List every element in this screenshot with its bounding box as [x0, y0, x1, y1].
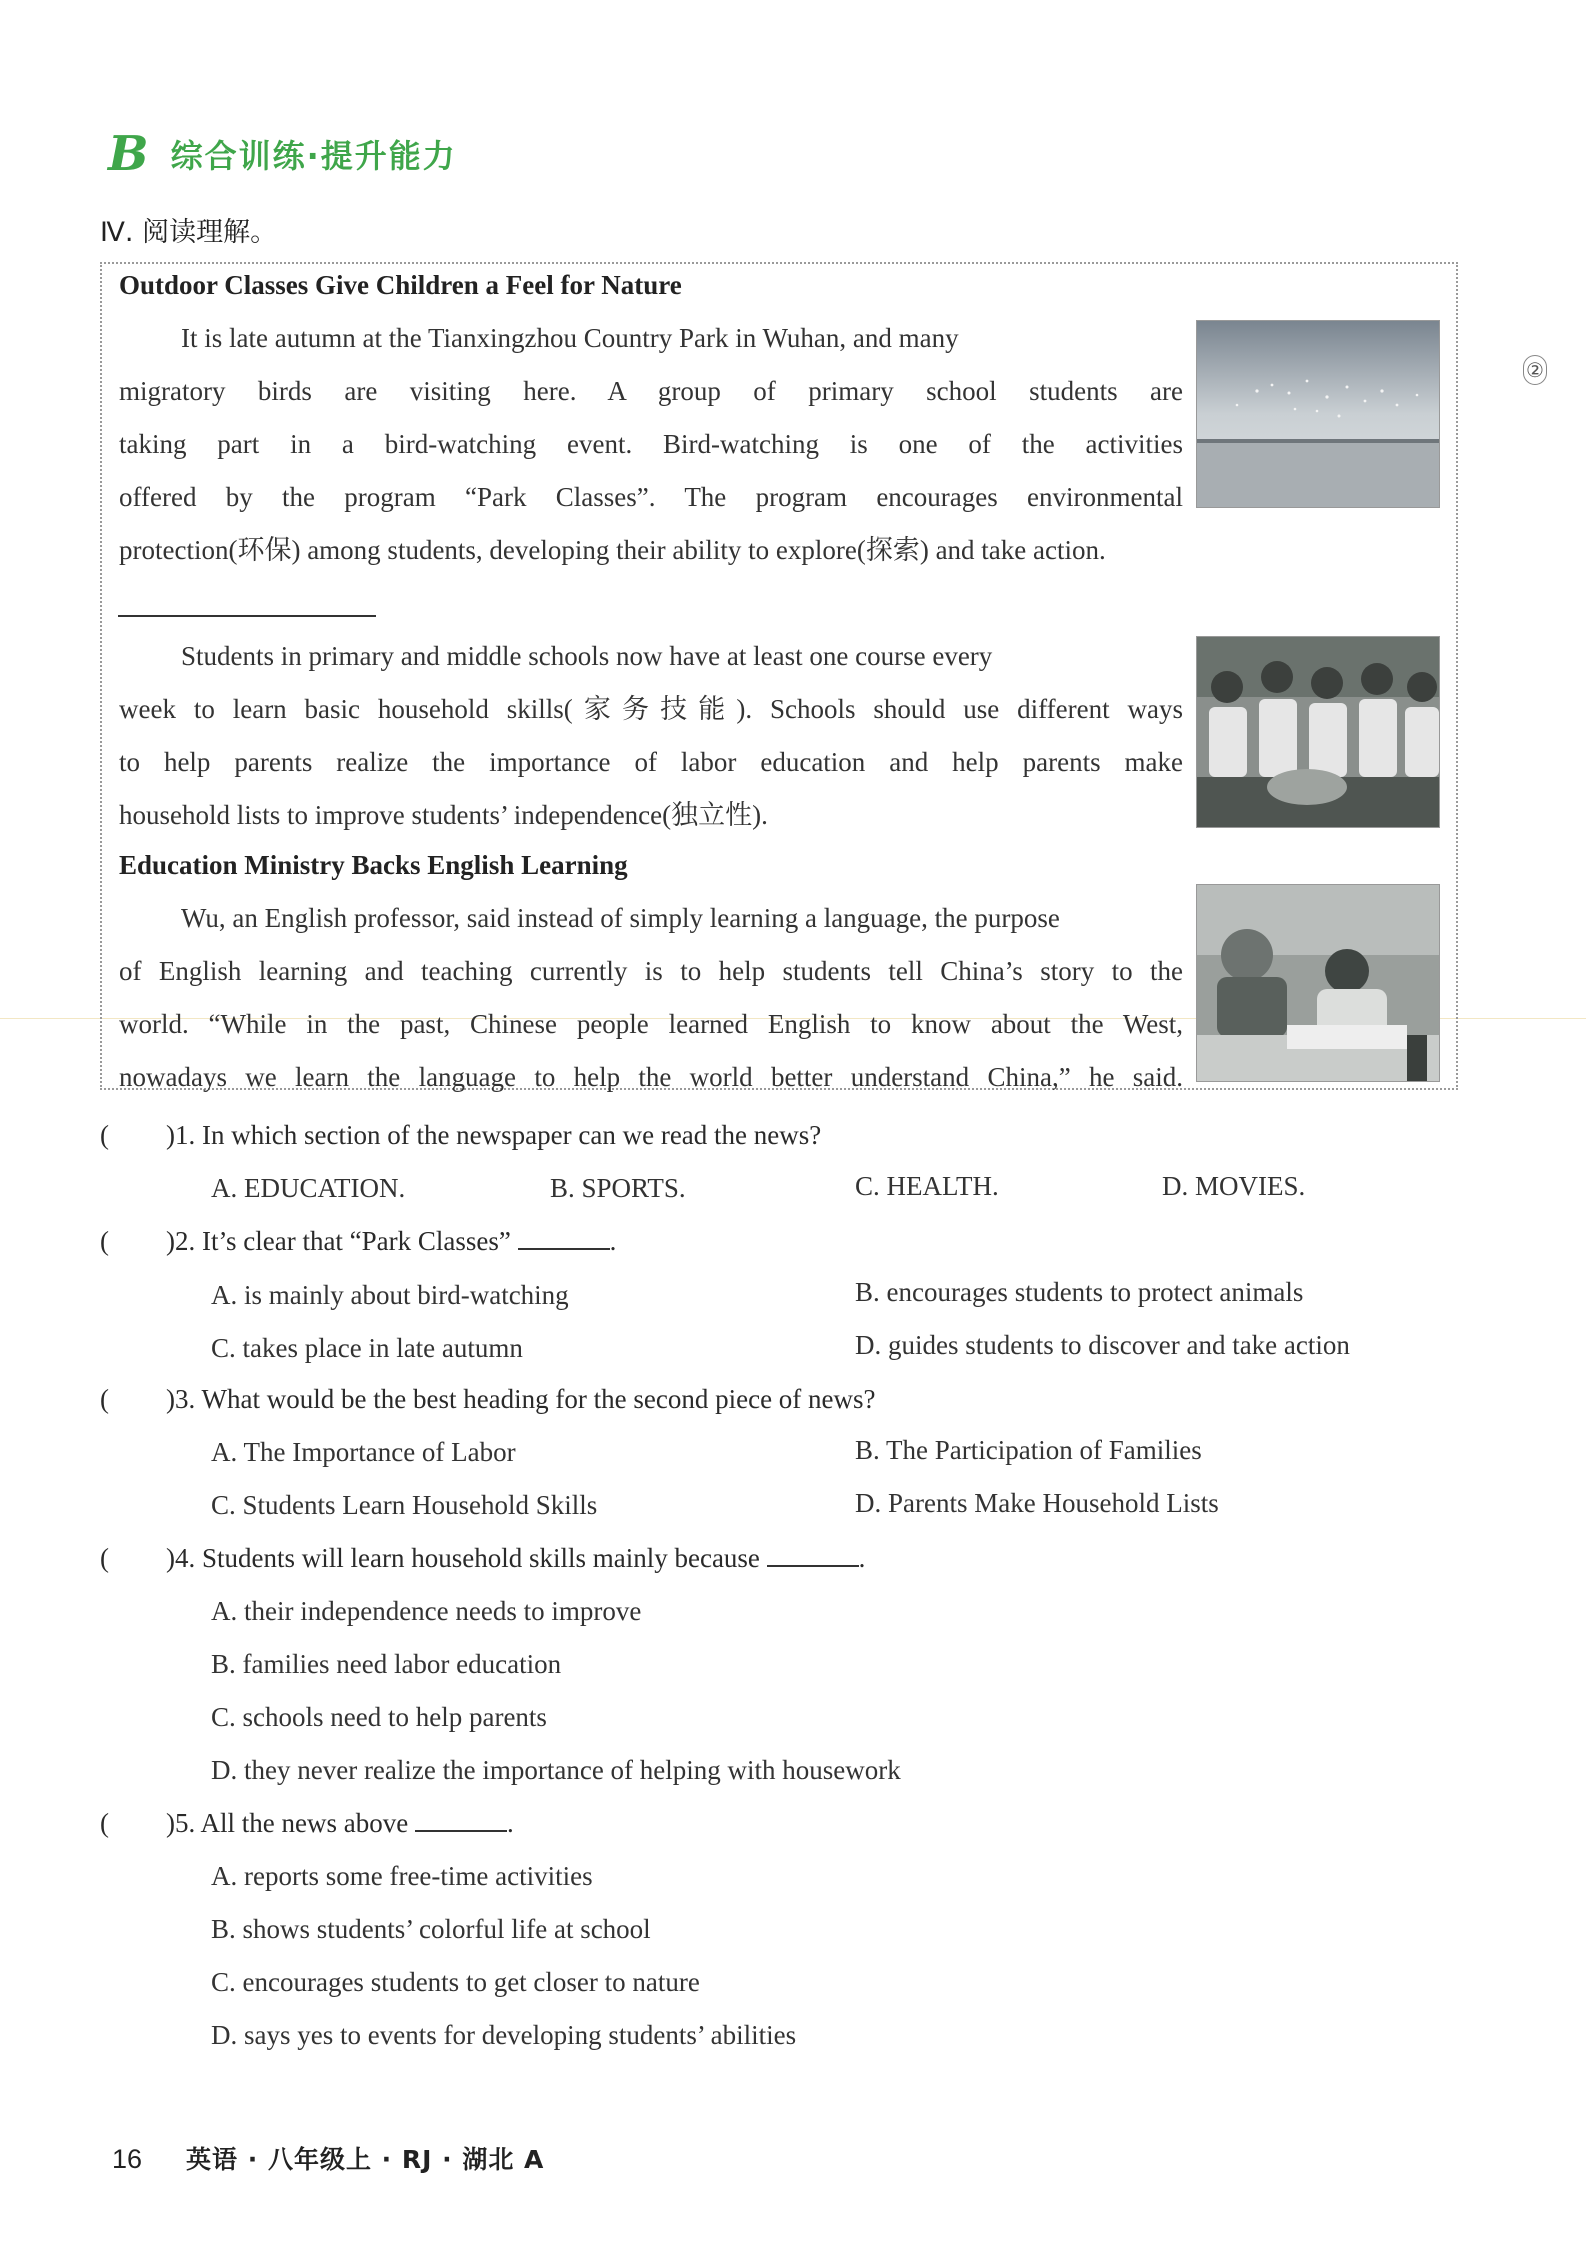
- q3-option-c[interactable]: C. Students Learn Household Skills: [211, 1490, 598, 1520]
- students-photo: [1196, 636, 1440, 828]
- q1-option-d[interactable]: D. MOVIES.: [1162, 1171, 1306, 1201]
- q5-option-c[interactable]: C. encourages students to get closer to nature: [211, 1967, 700, 1997]
- q3-option-d[interactable]: D. Parents Make Household Lists: [855, 1488, 1219, 1518]
- news2-line: to help parents realize the importance of labor education and help parents make: [119, 747, 1183, 777]
- question-4: ( )4. Students will learn household skills mainly because .: [100, 1543, 866, 1573]
- question-3-text: What would be the best heading for the second piece of news?: [201, 1384, 876, 1414]
- question-1: ( )1. In which section of the newspaper can we read the news?: [100, 1120, 822, 1150]
- q3-option-b[interactable]: B. The Participation of Families: [855, 1435, 1202, 1465]
- section-letter: B: [108, 126, 149, 182]
- question-3: ( )3. What would be the best heading for the second piece of news?: [100, 1384, 876, 1414]
- exercise-label: Ⅳ. 阅读理解。: [100, 217, 278, 248]
- footer-book-info: 英语 · 八年级上 · RJ · 湖北 A: [186, 2145, 545, 2174]
- question-1-text: In which section of the newspaper can we read the news?: [202, 1120, 822, 1150]
- q4-option-a[interactable]: A. their independence needs to improve: [211, 1596, 642, 1626]
- q5-option-d[interactable]: D. says yes to events for developing students’ abilities: [211, 2020, 797, 2050]
- news3-line: Wu, an English professor, said instead of simply learning a language, the purpose: [181, 903, 1060, 933]
- answer-blank[interactable]: [415, 1808, 507, 1832]
- news1-line: It is late autumn at the Tianxingzhou Country Park in Wuhan, and many: [181, 323, 959, 353]
- q2-option-c[interactable]: C. takes place in late autumn: [211, 1333, 523, 1363]
- bird-lake-photo: [1196, 320, 1440, 508]
- section-title: 综合训练·提升能力: [170, 137, 457, 175]
- news1-heading: Outdoor Classes Give Children a Feel for Nature: [119, 270, 682, 300]
- q4-option-b[interactable]: B. families need labor education: [211, 1649, 562, 1679]
- news2-line: Students in primary and middle schools now have at least one course every: [181, 641, 993, 671]
- news3-line: world. “While in the past, Chinese people learned English to know about the West,: [119, 1009, 1183, 1039]
- news2-line: week to learn basic household skills(家务技能). Schools should use different ways: [119, 694, 1183, 724]
- news1-line: migratory birds are visiting here. A group of primary school students are: [119, 376, 1183, 406]
- answer-blank[interactable]: [767, 1543, 859, 1567]
- q1-option-a[interactable]: A. EDUCATION.: [211, 1173, 406, 1203]
- q2-option-a[interactable]: A. is mainly about bird-watching: [211, 1280, 569, 1310]
- separator-line: [118, 615, 376, 617]
- news3-line: nowadays we learn the language to help the world better understand China,” he said.: [119, 1062, 1183, 1092]
- q2-option-d[interactable]: D. guides students to discover and take action: [855, 1330, 1350, 1360]
- q4-option-c[interactable]: C. schools need to help parents: [211, 1702, 547, 1732]
- news1-line: taking part in a bird-watching event. Bird-watching is one of the activities: [119, 429, 1183, 459]
- q4-option-d[interactable]: D. they never realize the importance of helping with housework: [211, 1755, 901, 1785]
- side-number-mark: ②: [1522, 354, 1548, 386]
- q3-option-a[interactable]: A. The Importance of Labor: [211, 1437, 516, 1467]
- news1-line: offered by the program “Park Classes”. The program encourages environmental: [119, 482, 1183, 512]
- q5-option-a[interactable]: A. reports some free-time activities: [211, 1861, 593, 1891]
- q2-option-b[interactable]: B. encourages students to protect animals: [855, 1277, 1304, 1307]
- question-2: ( )2. It’s clear that “Park Classes” .: [100, 1226, 617, 1256]
- q1-option-b[interactable]: B. SPORTS.: [550, 1173, 686, 1203]
- question-5: ( )5. All the news above .: [100, 1808, 514, 1838]
- classroom-photo: [1196, 884, 1440, 1082]
- section-header: [108, 126, 457, 182]
- page-number: 16: [112, 2144, 143, 2174]
- news3-heading: Education Ministry Backs English Learning: [119, 850, 628, 880]
- page-footer: [112, 2140, 544, 2176]
- answer-blank[interactable]: [518, 1226, 610, 1250]
- news3-line: of English learning and teaching currently is to help students tell China’s story to the: [119, 956, 1183, 986]
- q5-option-b[interactable]: B. shows students’ colorful life at school: [211, 1914, 651, 1944]
- news2-line: household lists to improve students’ independence(独立性).: [119, 800, 768, 830]
- news1-paragraph: [119, 312, 1183, 524]
- news1-line-last: protection(环保) among students, developing their ability to explore(探索) and take action.: [119, 535, 1106, 565]
- news3-paragraph: [119, 892, 1183, 1104]
- q1-option-c[interactable]: C. HEALTH.: [855, 1171, 999, 1201]
- news2-paragraph: [119, 630, 1183, 842]
